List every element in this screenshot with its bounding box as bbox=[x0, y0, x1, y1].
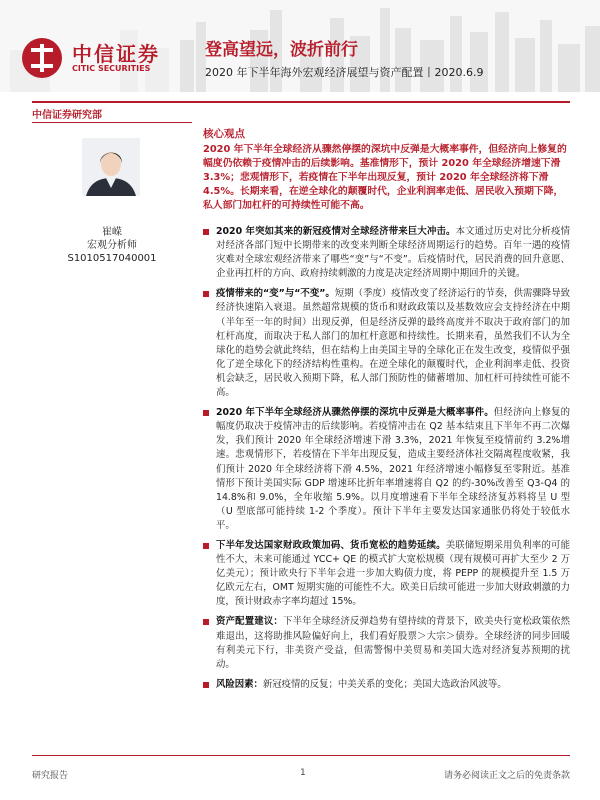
key-point-lead: 下半年发达国家财政政策加码、货币宽松的趋势延续。 bbox=[216, 539, 446, 551]
summary-paragraph: 2020 年下半年全球经济从骤然停摆的深坑中反弹是大概率事件，但经济向上修复的幅度仍依赖于疫情冲击的后续影响。基准情形下，预计 2020 年全球经济增速下滑 3.3%；悲观情形下，若疫情在下半年出现反复，预计 2020 年全球经济将下滑 4.5%。长期来看，在逆全球化的颠覆时代，企业利润率走低、居民收入预期下降，私人部门加杠杆的可持续性可能不高。 bbox=[203, 144, 567, 211]
author-role: 宏观分析师 bbox=[87, 240, 137, 251]
header-divider bbox=[32, 101, 570, 103]
bullet-square-icon bbox=[203, 229, 209, 235]
author-info bbox=[32, 226, 192, 265]
bullet-square-icon bbox=[203, 410, 209, 416]
footer-report-type: 研究报告 bbox=[32, 771, 69, 781]
key-point bbox=[203, 615, 570, 671]
author-photo bbox=[82, 138, 140, 196]
key-point-lead: 疫情带来的“变”与“不变”。 bbox=[216, 288, 335, 300]
key-point-body: 但经济向上修复的幅度仍取决于疫情冲击的后续影响。若疫情冲击在 Q2 基本结束且下半年不再二次爆发，我们预计 2020 年全球经济增速下滑 3.3%，2021 年恢复至疫情前约 3.2%增速。悲观情形下，若疫情在下半年出现反复，造成主要经济体社交隔离程度收紧，我们预计 2020 年全球经济将下滑 4.5%，2021 年经济增速小幅修复至零附近。基准情形下预计美国实际 GDP 增速环比折年率增速将自 Q2 的约-30%改善至 Q3-Q4 的 14.8%和 9.0%，全年收缩 5.9%。以月度增速看下半年全球经济复苏料将呈 U 型（U 型底部可能持续 1-2 个季度）。预计下半年主要发达国家通胀仍将处于较低水平。 bbox=[216, 407, 570, 531]
key-point-body: 下半年全球经济反弹趋势有望持续的背景下，欧美央行宽松政策依然难退出，这将助推风险偏好向上，我们看好股票＞大宗＞债券。全球经济的同步回暖有利美元下行，非美资产受益，但需警惕中美贸易和美国大选对经济复苏预期的扰动。 bbox=[216, 616, 570, 670]
author-name: 崔嵘 bbox=[102, 227, 122, 238]
bullet-square-icon bbox=[203, 682, 209, 688]
key-point-body: 新冠疫情的反复；中美关系的变化；美国大选政治风波等。 bbox=[262, 678, 507, 690]
footer-disclaimer: 请务必阅读正文之后的免责条款 bbox=[443, 771, 570, 781]
page-number: 1 bbox=[300, 768, 306, 778]
key-point-body: 短期（季度）疫情改变了经济运行的节奏，供需骤降导致经济快速陷入衰退。虽然超常规模的货币和财政政策以及基数效应会支持经济在中期（半年至一年的时间）出现反弹，但是经济反弹的最终高度并不取决于政府部门的加杠杆高度，而取决于私人部门的加杠杆意愿和持续性。长期来看，虽然我们不认为全球化的趋势会就此终结，但在结构上由美国主导的全球化正在发生改变，疫情似乎强化了逆全球化下的经济结构性重构。在逆全球化的颠覆时代，企业利润率走低、投资机会缺乏，居民收入预期下降，私人部门预防性的储蓄增加、加杠杆可持续性可能不高。 bbox=[216, 288, 570, 399]
bullet-square-icon bbox=[203, 619, 209, 625]
research-department: 中信证券研究部 bbox=[32, 110, 102, 121]
key-point-body: 本文通过历史对比分析疫情对经济各部门短中长期带来的改变来判断全球经济周期运行的趋势。百年一遇的疫情灾难对全球宏观经济带来了哪些“变”与“不变”。后疫情时代，居民消费的回升意愿、企业再扛杆的方向、政府持续刺激的力度是决定经济周期中期回升的关键。 bbox=[216, 226, 570, 280]
key-point bbox=[203, 225, 570, 281]
key-point-lead: 2020 年突如其来的新冠疫情对全球经济带来巨大冲击。 bbox=[216, 226, 456, 237]
key-point-lead: 风险因素： bbox=[216, 678, 263, 690]
bullet-square-icon bbox=[203, 543, 209, 549]
author-id: S1010517040001 bbox=[67, 253, 157, 264]
logo-text: 中信证券 bbox=[72, 42, 160, 66]
report-subtitle: 2020 年下半年海外宏观经济展望与资产配置丨2020.6.9 bbox=[205, 66, 484, 79]
citic-logo-icon bbox=[22, 38, 62, 78]
key-point-body: 美联储短期采用负利率的可能性不大，未来可能通过 YCC+ QE 的模式扩大宽松规模（现有规模可再扩大至少 2 万亿美元）；预计欧央行下半年会进一步加大购债力度，将 PEPP 的规模提升至 1.5 万亿欧元左右，OMT 短期实施的可能性不大。欧美日后续可能进一步加大财政刺激的力度，预计财政赤字率均超过 15%。 bbox=[216, 539, 570, 608]
footer-divider bbox=[32, 755, 570, 756]
report-title: 登高望远，波折前行 bbox=[205, 40, 358, 60]
key-point bbox=[203, 287, 570, 400]
key-point-lead: 2020 年下半年全球经济从骤然停摆的深坑中反弹是大概率事件。 bbox=[216, 407, 494, 419]
key-point bbox=[203, 678, 570, 692]
key-point bbox=[203, 406, 570, 533]
section-label: 核心观点 bbox=[203, 128, 245, 140]
key-point bbox=[203, 539, 570, 609]
logo-english-text: CITIC SECURITIES bbox=[72, 64, 151, 73]
bullet-square-icon bbox=[203, 291, 209, 297]
sidebar-divider bbox=[32, 122, 192, 123]
main-content bbox=[203, 143, 570, 698]
key-point-lead: 资产配置建议： bbox=[216, 616, 284, 628]
